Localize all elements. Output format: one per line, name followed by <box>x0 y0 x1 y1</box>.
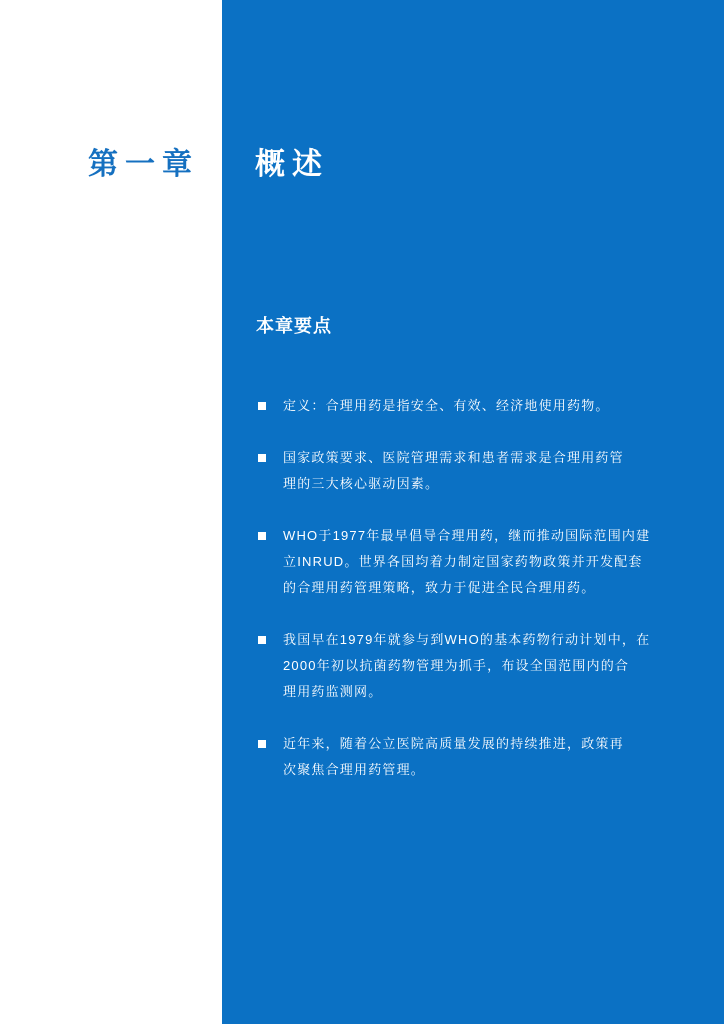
key-point-line: 2000年初以抗菌药物管理为抓手，布设全国范围内的合 <box>283 658 630 673</box>
key-point-line: 国家政策要求、医院管理需求和患者需求是合理用药管 <box>283 450 624 465</box>
key-point-line: 我国早在1979年就参与到WHO的基本药物行动计划中，在 <box>283 632 651 647</box>
key-point-line: 定义：合理用药是指安全、有效、经济地使用药物。 <box>283 398 610 413</box>
key-point-line: 次聚焦合理用药管理。 <box>283 762 426 777</box>
key-point-3 <box>258 523 678 601</box>
key-point-line: WHO于1977年最早倡导合理用药，继而推动国际范围内建 <box>283 528 651 543</box>
chapter-number: 第一章 <box>88 148 199 181</box>
key-point-line: 理的三大核心驱动因素。 <box>283 476 440 491</box>
key-point-2 <box>258 445 678 497</box>
key-point-5 <box>258 731 678 783</box>
square-bullet-icon <box>258 532 266 540</box>
key-point-4 <box>258 627 678 705</box>
key-point-line: 的合理用药管理策略，致力于促进全民合理用药。 <box>283 580 596 595</box>
square-bullet-icon <box>258 454 266 462</box>
key-point-line: 近年来，随着公立医院高质量发展的持续推进，政策再 <box>283 736 624 751</box>
key-points-heading: 本章要点 <box>256 316 332 336</box>
key-point-line: 立INRUD。世界各国均着力制定国家药物政策并开发配套 <box>283 554 643 569</box>
chapter-title: 概述 <box>255 148 329 181</box>
key-points-list <box>258 393 678 809</box>
key-point-1 <box>258 393 678 419</box>
square-bullet-icon <box>258 636 266 644</box>
square-bullet-icon <box>258 740 266 748</box>
square-bullet-icon <box>258 402 266 410</box>
key-point-line: 理用药监测网。 <box>283 684 383 699</box>
